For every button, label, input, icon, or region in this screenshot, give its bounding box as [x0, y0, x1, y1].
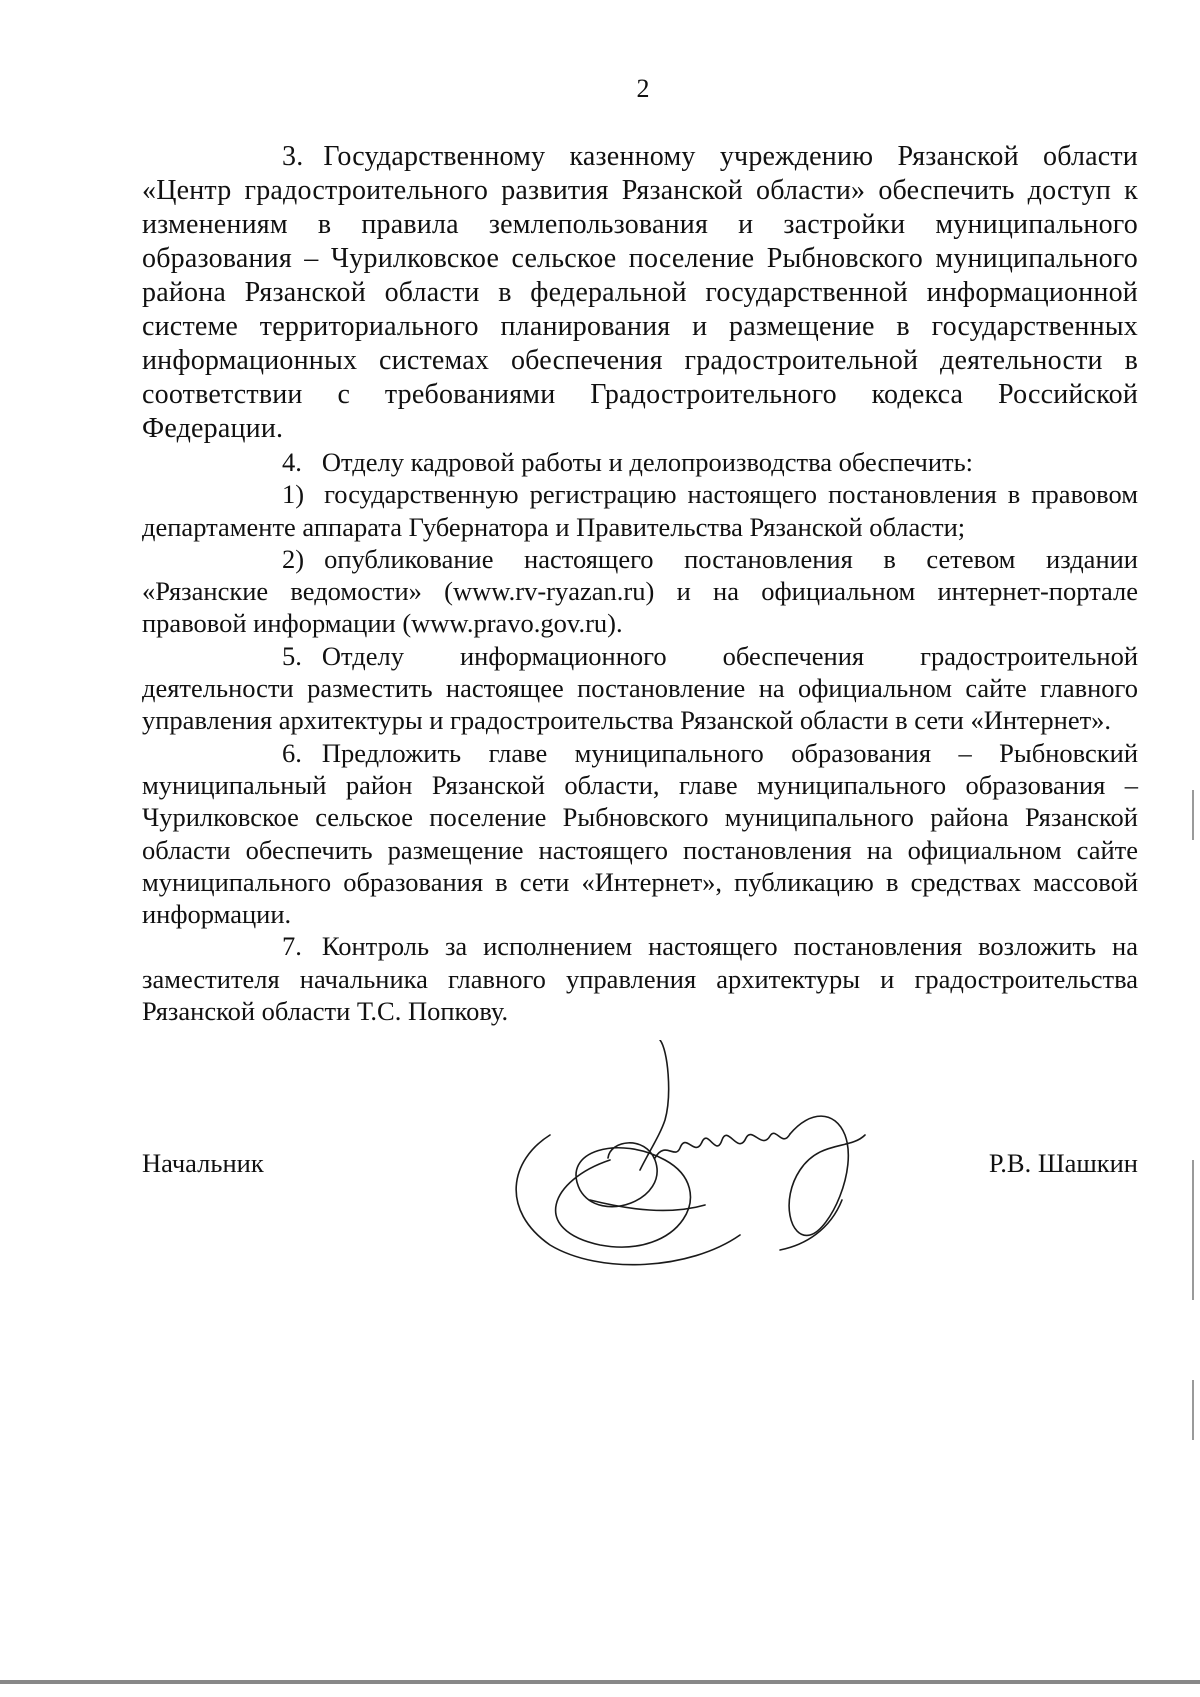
paragraph-3: [142, 140, 1138, 446]
paragraph-text: Государственному казенному учреждению Рязанской области «Центр градостроительного развития Рязанской области» обеспечить доступ к изменениям в правила землепользования и застройки муниципального образования – Чурилковское сельское поселение Рыбновского муниципального района Рязанской области в федеральной государственной информационной системе территориального планирования и размещение в государственных информационных системах обеспечения градостроительной деятельности в соответствии с требованиями Градостроительного кодекса Российской Федерации.: [142, 141, 1138, 444]
paragraph-text: Предложить главе муниципального образования – Рыбновский муниципальный район Рязанской области, главе муниципального образования – Чурилковское сельское поселение Рыбновского муниципального района Рязанской области обеспечить размещение настоящего постановления на официальном сайте муниципального образования в сети «Интернет», публикацию в средствах массовой информации.: [142, 737, 1138, 930]
paragraph-5: [142, 640, 1138, 737]
scan-bottom-edge: [0, 1680, 1200, 1684]
paragraph-number: 6.: [282, 737, 302, 768]
page-number: 2: [636, 74, 650, 103]
handwritten-signature: [490, 1040, 890, 1270]
paragraph-4-1: [142, 478, 1138, 543]
paragraph-number: 5.: [282, 640, 302, 671]
paragraph-text: государственную регистрацию настоящего постановления в правовом департаменте аппарата Губернатора и Правительства Рязанской области;: [142, 479, 1138, 542]
paragraph-text: Отделу информационного обеспечения градостроительной деятельности разместить настоящее постановление на официальном сайте главного управления архитектуры и градостроительства Рязанской области в сети «Интернет».: [142, 640, 1138, 736]
signatory-name: Р.В. Шашкин: [988, 1148, 1138, 1178]
paragraph-number: 4.: [282, 447, 302, 477]
position-title: Начальник: [142, 1148, 264, 1178]
paragraph-text: Отделу кадровой работы и делопроизводства обеспечить:: [321, 447, 974, 477]
paragraph-6: [142, 737, 1138, 931]
scan-edge-mark: [1192, 790, 1194, 840]
paragraph-number: 7.: [282, 931, 302, 962]
paragraph-4-2: [142, 543, 1138, 640]
paragraph-number: 2): [282, 543, 305, 574]
paragraph-number: 3.: [282, 141, 304, 172]
scan-edge-mark: [1192, 1380, 1194, 1440]
scan-edge-mark: [1192, 1160, 1194, 1300]
document-body: [142, 140, 1138, 1027]
paragraph-7: [142, 930, 1138, 1027]
paragraph-text: Контроль за исполнением настоящего постановления возложить на заместителя начальника главного управления архитектуры и градостроительства Рязанской области Т.С. Попкову.: [142, 931, 1138, 1027]
paragraph-text: опубликование настоящего постановления в сетевом издании «Рязанские ведомости» (www.rv-ryazan.ru) и на официальном интернет-портале правовой информации (www.pravo.gov.ru).: [142, 543, 1138, 639]
paragraph-4: [142, 446, 1138, 478]
paragraph-number: 1): [282, 479, 305, 510]
